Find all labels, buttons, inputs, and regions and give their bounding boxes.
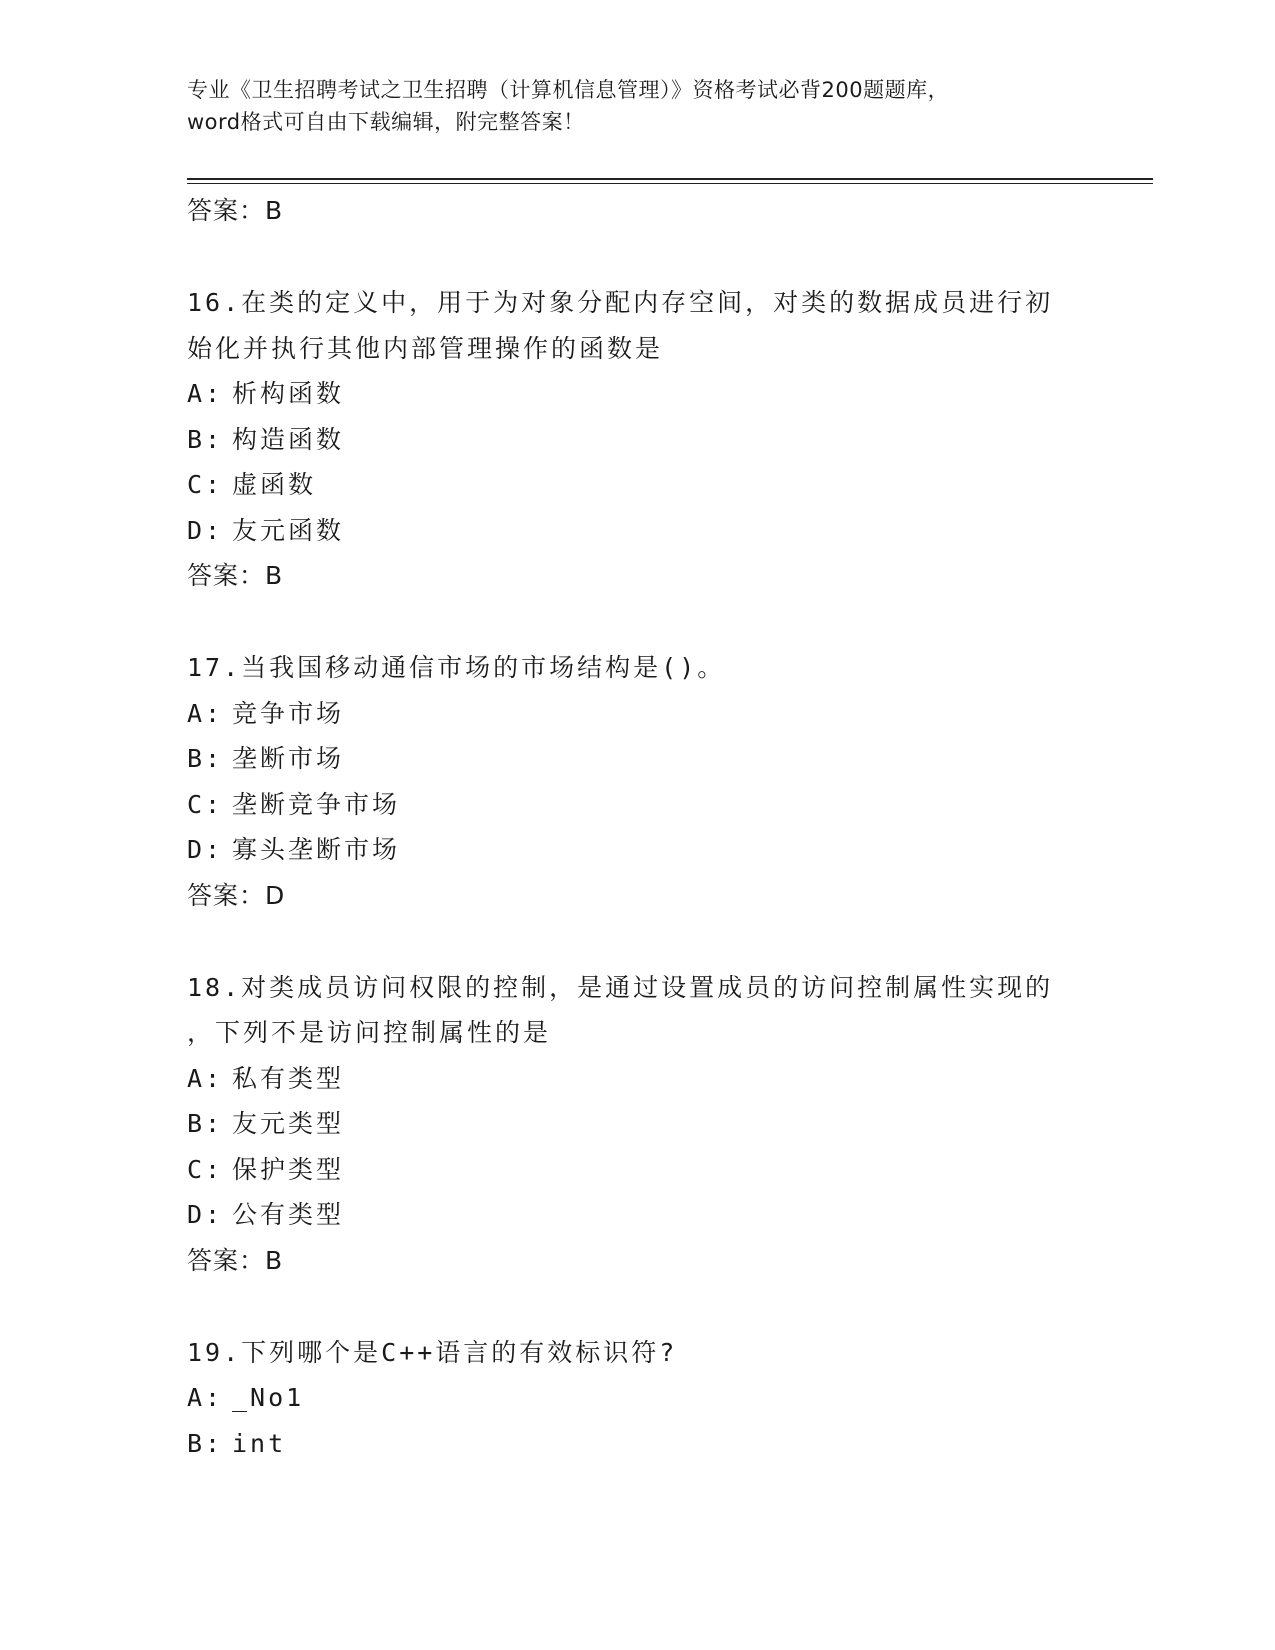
option-text: 构造函数 (232, 424, 345, 454)
option-text: _No1 (232, 1383, 305, 1412)
option-text: 友元类型 (232, 1109, 345, 1138)
header-rule-thin (187, 183, 1153, 184)
option-letter: B: (187, 744, 224, 773)
question-block (187, 965, 1087, 1283)
option-letter: D: (187, 835, 224, 864)
option-letter: A: (187, 698, 224, 728)
option-text: 垄断市场 (232, 744, 345, 773)
question-text: 19.下列哪个是C++语言的有效标识符? (187, 1337, 678, 1367)
option-d (187, 1192, 1087, 1238)
option-d (187, 508, 1087, 554)
answer-line: 答案：B (187, 1245, 284, 1275)
question-text: 18.对类成员访问权限的控制，是通过设置成员的访问控制属性实现的 (187, 972, 1054, 1002)
option-d (187, 827, 1087, 873)
option-text: 竞争市场 (232, 698, 345, 728)
option-letter: B: (187, 1428, 224, 1458)
answer-line: 答案：D (187, 880, 286, 910)
option-b (187, 417, 1087, 463)
option-text: 私有类型 (232, 1063, 345, 1093)
option-letter: D: (187, 515, 224, 545)
option-letter: A: (187, 1383, 224, 1412)
option-b (187, 1421, 1087, 1467)
option-b (187, 736, 1087, 782)
option-letter: B: (187, 1109, 224, 1138)
option-a (187, 1056, 1087, 1102)
option-letter: D: (187, 1200, 224, 1229)
option-text: int (232, 1428, 287, 1458)
option-letter: C: (187, 470, 224, 499)
option-text: 保护类型 (232, 1154, 345, 1184)
option-text: 寡头垄断市场 (232, 835, 401, 864)
question-text: 始化并执行其他内部管理操作的函数是 (187, 333, 664, 363)
option-c (187, 462, 1087, 508)
page-header (187, 74, 1087, 138)
option-text: 公有类型 (232, 1200, 345, 1229)
option-letter: B: (187, 424, 224, 454)
header-rule-thick (187, 178, 1153, 180)
question-text: ，下列不是访问控制属性的是 (187, 1018, 552, 1047)
option-text: 垄断竞争市场 (232, 789, 401, 819)
option-text: 虚函数 (232, 470, 317, 499)
option-letter: C: (187, 789, 224, 819)
option-letter: C: (187, 1154, 224, 1184)
question-block (187, 280, 1087, 598)
option-a (187, 371, 1087, 417)
question-list (187, 188, 1087, 1466)
option-c (187, 782, 1087, 828)
option-c (187, 1147, 1087, 1193)
answer-line: 答案：B (187, 196, 284, 225)
question-block (187, 1330, 1087, 1467)
option-b (187, 1101, 1087, 1147)
option-text: 友元函数 (232, 515, 345, 545)
header-line-2: word格式可自由下载编辑，附完整答案！ (187, 110, 585, 134)
option-letter: A: (187, 1063, 224, 1093)
option-letter: A: (187, 379, 224, 408)
option-a (187, 691, 1087, 737)
option-text: 析构函数 (232, 379, 345, 408)
question-block (187, 645, 1087, 918)
question-text: 16.在类的定义中，用于为对象分配内存空间，对类的数据成员进行初 (187, 288, 1054, 317)
header-line-1: 专业《卫生招聘考试之卫生招聘（计算机信息管理）》资格考试必背200题题库， (187, 78, 950, 102)
option-a (187, 1375, 1087, 1421)
answer-line: 答案：B (187, 561, 284, 590)
question-text: 17.当我国移动通信市场的市场结构是()。 (187, 653, 726, 682)
